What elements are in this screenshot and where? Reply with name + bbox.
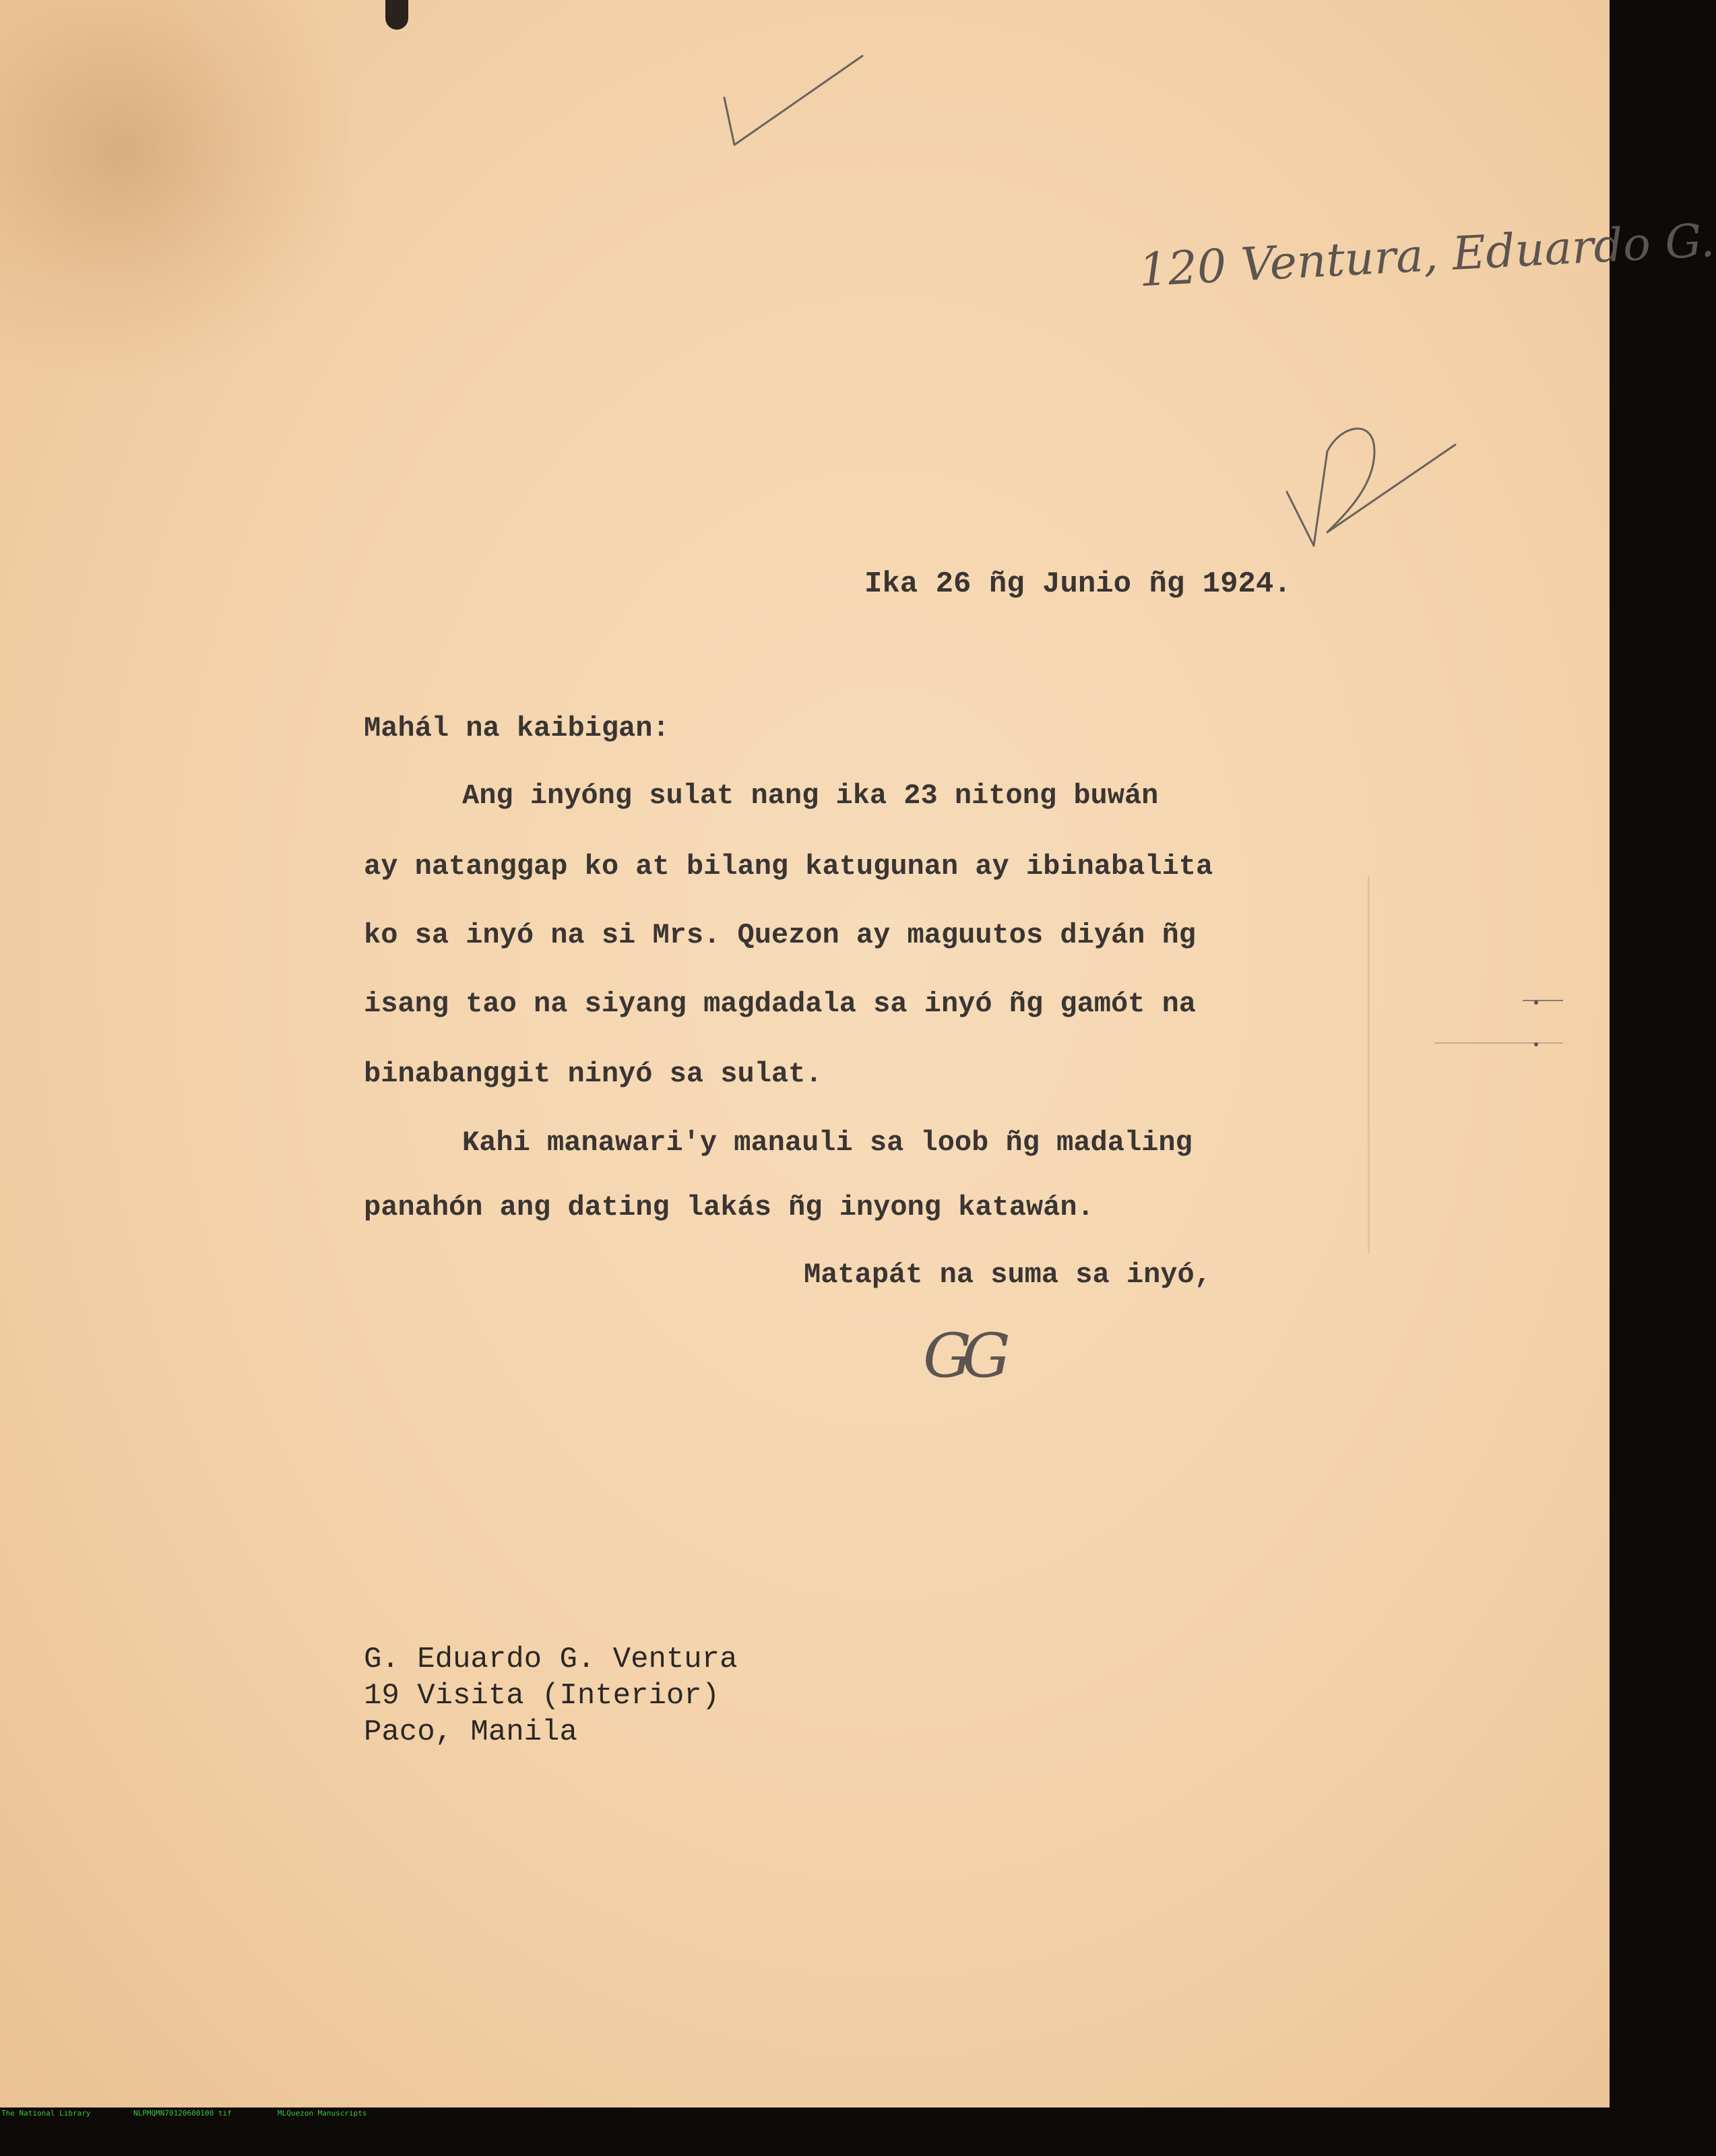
footer-institution: The National Library [1,2109,91,2118]
body-line: Kahi manawari'y manauli sa loob ñg madaling [462,1127,1193,1159]
punch-hole [385,0,408,30]
letter-closing: Matapát na suma sa inyó, [804,1259,1211,1291]
footer-collection: MLQuezon Manuscripts [278,2109,367,2118]
recipient-address-line2: Paco, Manila [364,1715,577,1749]
file-note-annotation: 120 Ventura, Eduardo G. [1137,214,1716,298]
letter-salutation: Mahál na kaibigan: [364,712,670,744]
footer-file-id: NLPMQMN70120600100 tif [133,2109,232,2118]
handwritten-initials: GG [923,1321,1001,1391]
water-stain [0,0,350,377]
recipient-name: G. Eduardo G. Ventura [364,1643,738,1676]
body-line: ko sa inyó na si Mrs. Quezon ay maguutos diyán ñg [364,919,1197,951]
letter-date: Ika 26 ñg Junio ñg 1924. [864,567,1292,601]
recipient-address-line1: 19 Visita (Interior) [364,1679,720,1713]
pencil-mark-icon [1280,411,1469,566]
margin-marks-icon [1428,990,1563,1058]
body-line: panahón ang dating lakás ñg inyong katawán. [364,1191,1094,1224]
body-line: ay natanggap ko at bilang katugunan ay ibinabalita [364,850,1213,883]
body-line: isang tao na siyang magdadala sa inyó ñg gamót na [364,988,1197,1020]
scan-footer [0,2107,1610,2120]
checkmark-icon [721,51,869,152]
body-line: binabanggit ninyó sa sulat. [364,1058,823,1090]
paper-crease [1368,876,1370,1253]
body-line: Ang inyóng sulat nang ika 23 nitong buwán [462,780,1159,812]
